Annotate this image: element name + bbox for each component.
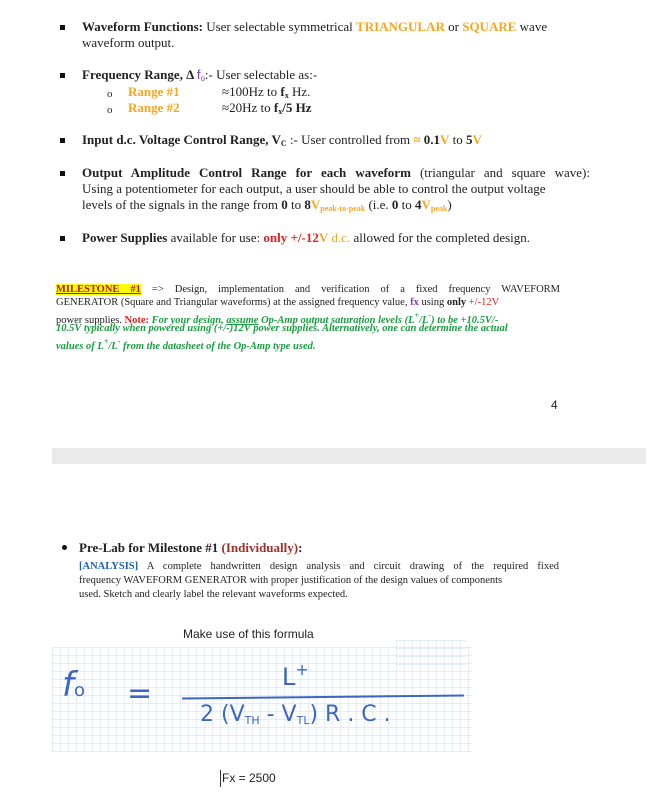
bullet-marker [60, 73, 65, 78]
range1-end: Hz. [288, 84, 311, 99]
milestone-note-end: ) to be +10.5V/- [431, 315, 499, 326]
milestone-note-label: Note: [124, 315, 150, 326]
voltage-control-line [82, 132, 482, 151]
grid-paper-right [396, 640, 466, 670]
formula-l: L [282, 663, 296, 691]
power-dc: d.c. [328, 230, 351, 245]
prelab-bullet [62, 545, 67, 550]
frequency-range-text: :- User selectable as:- [204, 67, 318, 82]
prelab-line1-text: A complete handwritten design analysis and circuit drawing of the required fixed [138, 561, 559, 572]
milestone-line4: 10.5V typically when powered using (+/-)12V power supplies. Alternatively, one can determine the actual [56, 323, 508, 334]
amp-zero: 0 [281, 197, 288, 212]
bullet-marker [60, 138, 65, 143]
bullet-marker [60, 25, 65, 30]
milestone-note-rest: Op-Amp output saturation levels (L [258, 315, 415, 326]
formula-equals: = [127, 676, 153, 711]
power-v: V [318, 230, 329, 245]
range1-bullet: o [107, 88, 113, 100]
amp-peak: peak [430, 204, 448, 213]
milestone-line2-text: GENERATOR (Square and Triangular waveforms) at the assigned frequency value, [56, 297, 411, 308]
milestone-using: using [418, 297, 447, 308]
amplitude-label: Output Amplitude Control Range for each waveform [82, 165, 411, 180]
voltage-max-unit: V [472, 132, 482, 147]
amp-ie: (i.e. [365, 197, 392, 212]
range2-bullet: o [107, 104, 113, 116]
milestone-plus: + [414, 311, 420, 320]
voltage-min-unit: V [440, 132, 450, 147]
range1-fx-sub: x [284, 91, 289, 100]
voltage-control-label: Input d.c. Voltage Control Range, V [82, 132, 281, 147]
waveform-functions-label: Waveform Functions: [82, 19, 203, 34]
milestone-assume: assume [226, 315, 259, 326]
formula-denominator [200, 702, 391, 727]
vc-sub: C [280, 139, 287, 148]
formula-lhs [62, 665, 85, 705]
triangular-text: TRIANGULAR [356, 19, 445, 34]
range2-fx-sub: x [278, 107, 283, 116]
amp-zero2: 0 [391, 197, 399, 212]
milestone-minus2: - [117, 337, 121, 346]
amp-to2: to [398, 197, 416, 212]
milestone-note-text: For your design, [149, 315, 227, 326]
power-rest: allowed for the completed design. [350, 230, 531, 245]
range2-value [222, 100, 312, 119]
power-supplies-line [82, 230, 530, 245]
amplitude-line3 [82, 197, 452, 216]
range1-fx: f [280, 84, 285, 99]
fx-value: Fx = 2500 [222, 771, 276, 785]
milestone-pm12: +/-12V [466, 297, 500, 308]
formula-plus: + [295, 660, 309, 679]
amplitude-line1 [82, 165, 590, 180]
voltage-control-text: :- User controlled from [286, 132, 414, 147]
formula-numerator [282, 660, 309, 691]
formula-f: f [62, 665, 74, 705]
prelab-individually: (Individually) [221, 540, 299, 555]
range1-label: Range #1 [128, 84, 180, 99]
amplitude-label-rest: (triangular and square wave): [410, 165, 590, 180]
prelab-line3: used. Sketch and clearly label the relevant waveforms expected. [79, 589, 348, 600]
amp-close: ) [447, 197, 452, 212]
wave-text: wave [516, 19, 548, 34]
range2-line [128, 100, 180, 115]
waveform-text: User selectable symmetrical [202, 19, 357, 34]
milestone-plus2: + [103, 337, 109, 346]
formula-caption: Make use of this formula [183, 627, 314, 641]
range1-value-text: ≈100Hz to [222, 84, 281, 99]
milestone-line2 [56, 297, 499, 309]
range2-fx: f [273, 100, 279, 115]
amp-to: to [287, 197, 305, 212]
amplitude-line2: Using a potentiometer for each output, a user should be able to control the output voltage [82, 181, 546, 196]
range2-end: /5 Hz [282, 100, 312, 115]
prelab-analysis: [ANALYSIS] [79, 561, 139, 572]
prelab-line1 [79, 560, 559, 573]
power-only: only +/-12 [263, 230, 319, 245]
frequency-range-label: Frequency Range, Δ [82, 67, 197, 82]
page-number: 4 [551, 398, 558, 412]
denominator-2v: 2 (V [200, 702, 245, 727]
range1-line [128, 84, 180, 99]
or-text: or [444, 19, 463, 34]
waveform-functions-line1 [82, 19, 547, 34]
formula-o: o [73, 680, 85, 701]
power-supplies-label: Power Supplies [82, 230, 168, 245]
amp-eight: 8 [304, 197, 311, 212]
page-break [52, 448, 646, 464]
prelab-line2: frequency WAVEFORM GENERATOR with proper justification of the design values of components [79, 575, 503, 586]
prelab-title [79, 540, 302, 555]
denominator-tl: TL [296, 714, 310, 727]
bullet-marker [60, 171, 65, 176]
fx-cursor [220, 770, 221, 787]
milestone-power-text: power supplies. [56, 315, 125, 326]
milestone-values-text: values of L [56, 341, 104, 352]
milestone-slash: /L [419, 315, 429, 326]
milestone-text: => Design, implementation and verification of a fixed frequency WAVEFORM [140, 284, 560, 295]
denominator-rc: ) R . C . [309, 702, 391, 727]
waveform-functions-line2: waveform output. [82, 35, 175, 50]
prelab-title-text: Pre-Lab for Milestone #1 [79, 540, 222, 555]
fo-sub: o [200, 74, 205, 83]
milestone-line5 [56, 336, 316, 353]
milestone-minus: - [428, 311, 432, 320]
voltage-min: 0.1 [420, 132, 441, 147]
milestone-tag: MILESTONE #1 [56, 284, 141, 295]
approx-symbol: ≈ [413, 132, 421, 147]
fo-symbol: f [196, 67, 201, 82]
amp-four: 4 [415, 197, 422, 212]
bullet-marker [60, 236, 65, 241]
amp-v: V [310, 197, 321, 212]
square-text: SQUARE [462, 19, 517, 34]
to-text: to [449, 132, 467, 147]
power-text: available for use: [167, 230, 264, 245]
prelab-colon: : [298, 540, 303, 555]
denominator-th: TH [244, 714, 260, 727]
amp-pp: peak-to-peak [320, 204, 366, 213]
milestone-line1 [56, 284, 560, 296]
range2-value-text: ≈20Hz to [222, 100, 274, 115]
voltage-max: 5 [466, 132, 473, 147]
milestone-slash2: /L [108, 341, 118, 352]
amplitude-line3-text: levels of the signals in the range from [82, 197, 282, 212]
milestone-fx: fx [410, 297, 419, 308]
milestone-only: only [446, 297, 467, 308]
amp-v2: V [421, 197, 431, 212]
range2-label: Range #2 [128, 100, 180, 115]
denominator-dash: - V [259, 702, 297, 727]
milestone-line5-end: from the datasheet of the Op-Amp type used. [120, 341, 316, 352]
